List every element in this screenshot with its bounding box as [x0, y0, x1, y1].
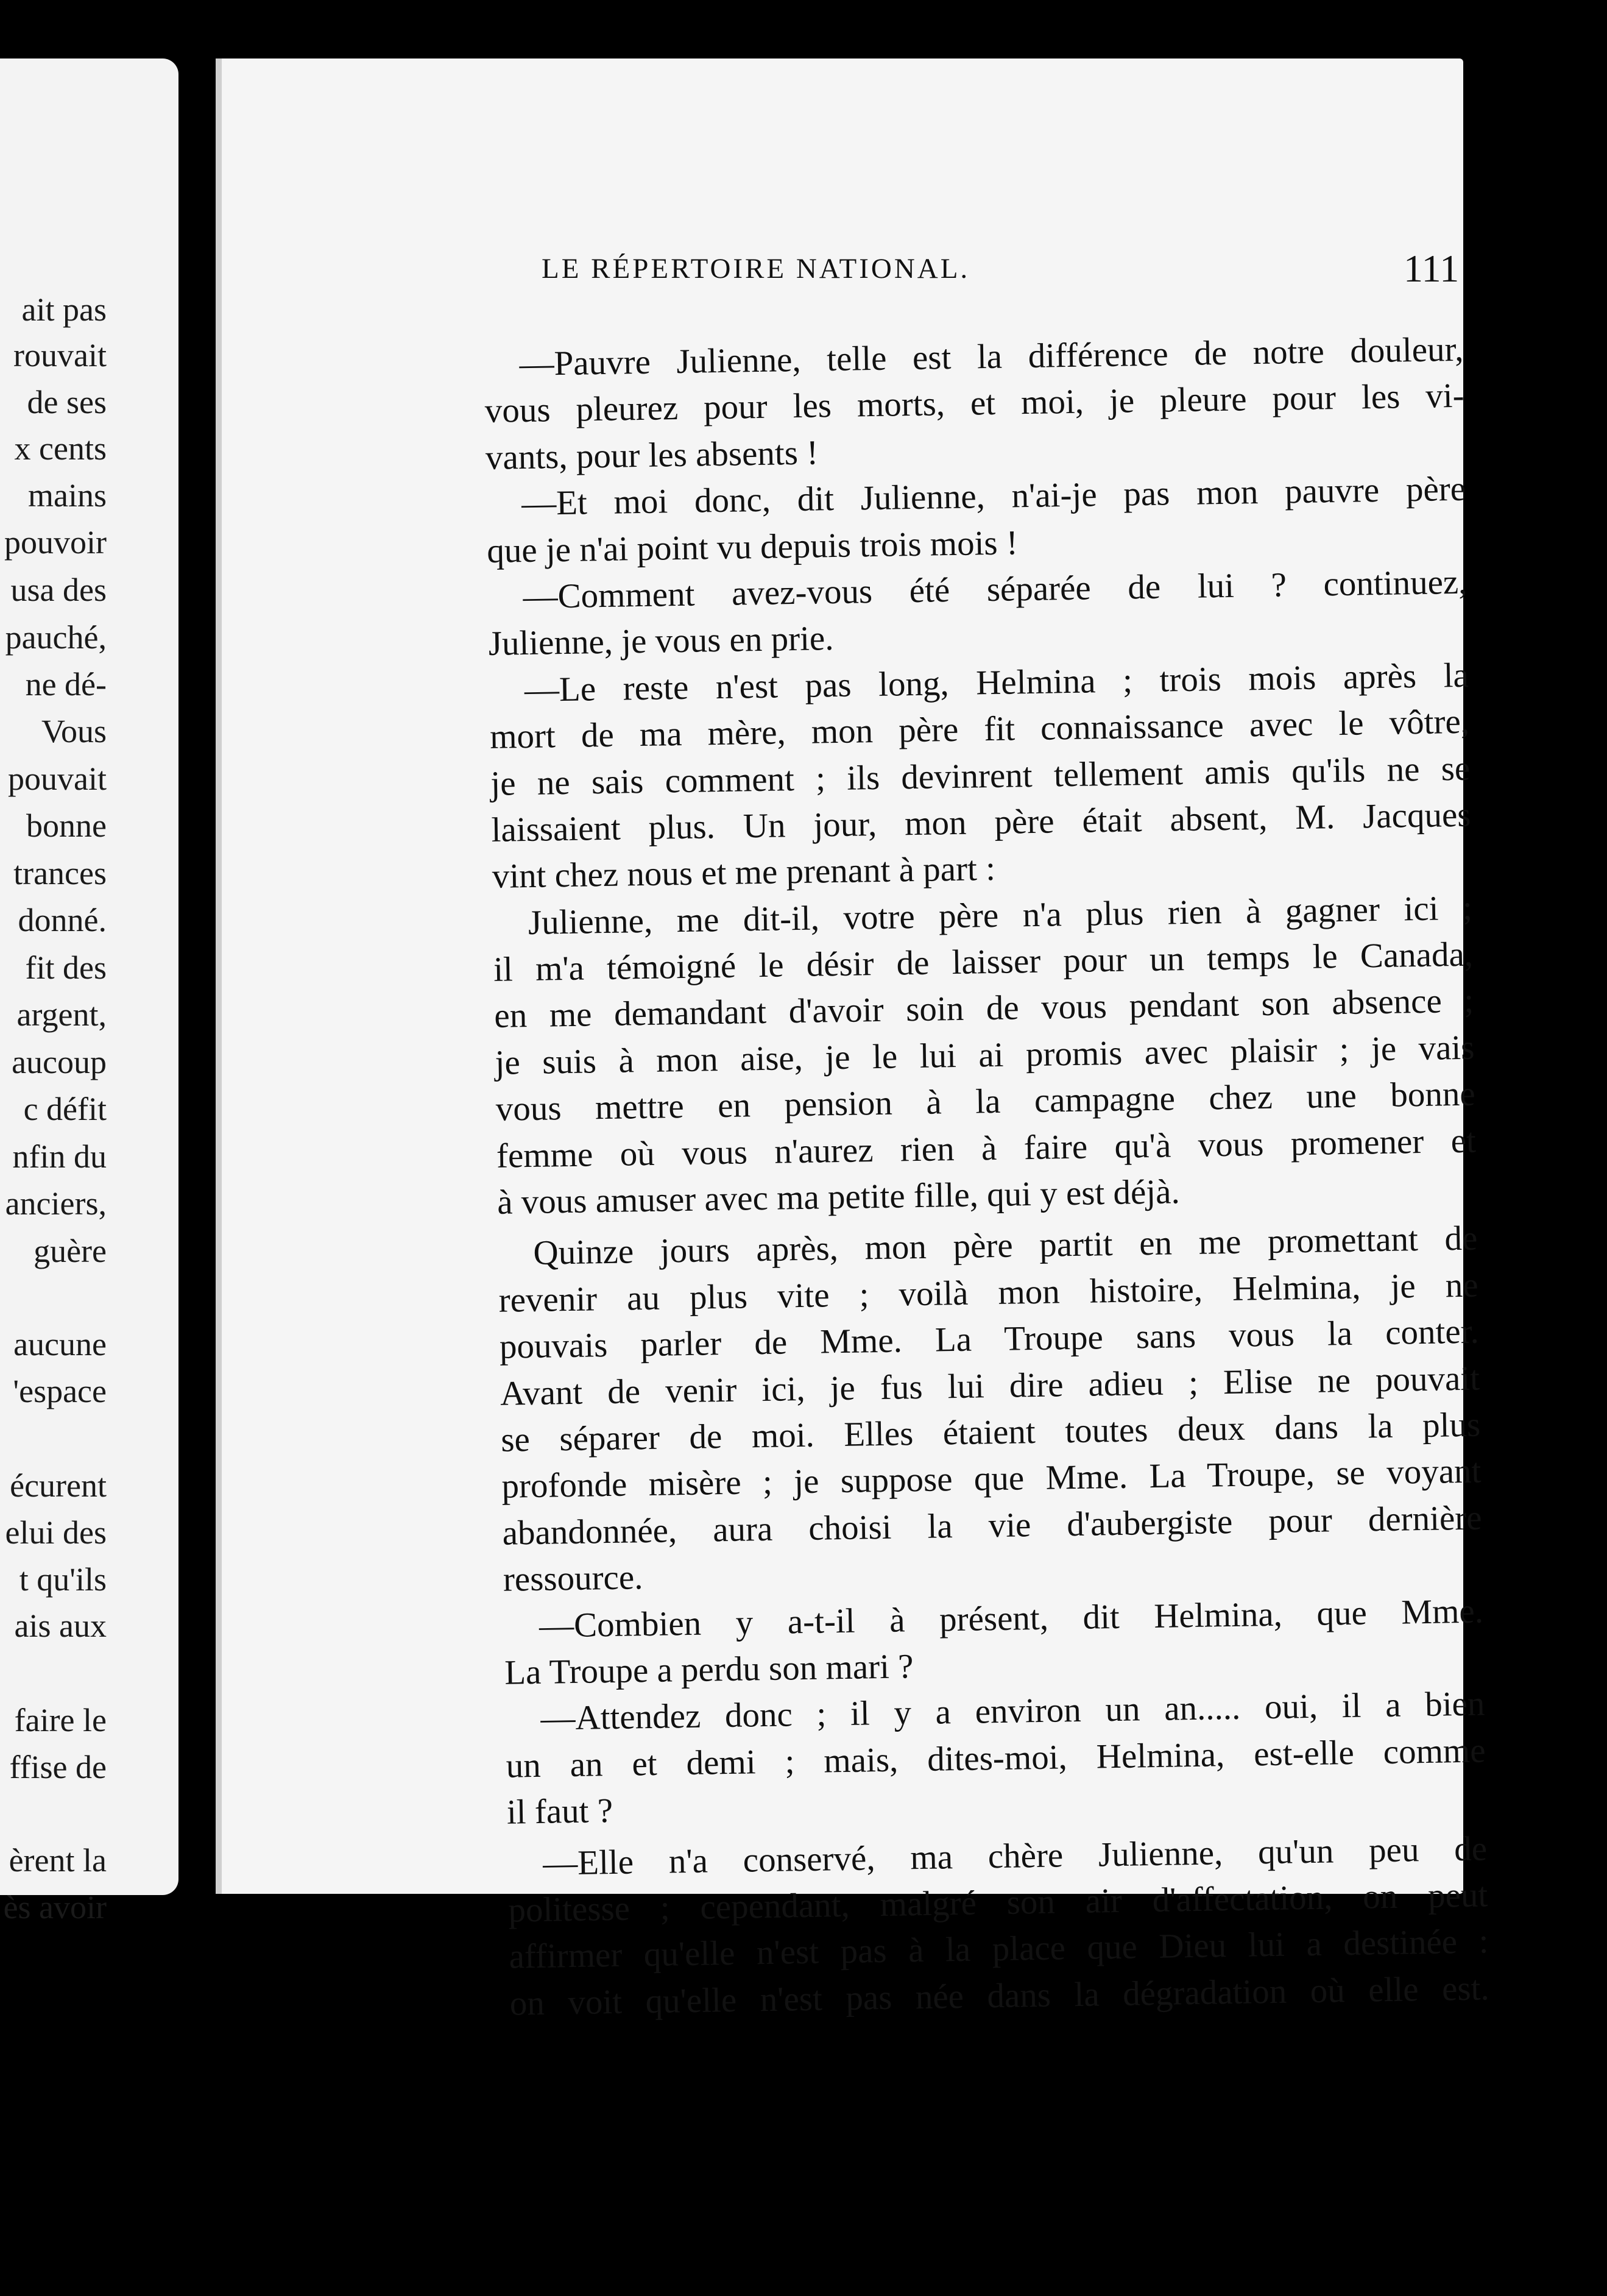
left-page-line: c défit	[23, 1091, 107, 1127]
left-page-line: rouvait	[13, 337, 107, 374]
text-line: à vous amuser avec ma petite fille, qui y est déjà.	[496, 1172, 1181, 1222]
left-page-line: aucoup	[12, 1044, 107, 1080]
left-page-line: mains	[28, 477, 107, 514]
text-line: se séparer de moi. Elles étaient toutes deux dans la plus	[500, 1405, 1481, 1459]
text-line: on voit qu'elle n'est pas née dans la dégradation où elle est.	[509, 1969, 1490, 2023]
left-page-line: t qu'ils	[19, 1561, 107, 1598]
text-line: vous mettre en pension à la campagne chez une bonne	[495, 1074, 1476, 1129]
left-page-line: bonne	[26, 807, 107, 844]
text-line: —Attendez donc ; il y a environ un an..... oui, il a bien	[540, 1684, 1485, 1738]
left-page-line: guère	[34, 1233, 107, 1269]
left-page-line: èrent la	[9, 1842, 107, 1879]
text-line: laissaient plus. Un jour, mon père était absent, M. Jacques	[491, 795, 1471, 849]
text-line: mort de ma mère, mon père fit connaissance avec le vôtre,	[489, 702, 1470, 757]
page-number: 111	[1404, 247, 1460, 290]
text-line: il m'a témoigné le désir de laisser pour un temps le Canada,	[493, 935, 1474, 989]
running-title: LE RÉPERTOIRE NATIONAL.	[542, 253, 970, 285]
text-line: revenir au plus vite ; voilà mon histoire, Helmina, je ne	[498, 1266, 1479, 1320]
left-page-line: usa des	[10, 572, 107, 608]
left-page-line: anciers,	[5, 1185, 107, 1222]
left-page-line: x cents	[14, 430, 107, 467]
book-page	[216, 58, 1490, 2023]
text-line: profonde misère ; je suppose que Mme. La Troupe, se voyant	[501, 1451, 1482, 1506]
text-line: Avant de venir ici, je fus lui dire adieu ; Elise ne pouvait	[500, 1359, 1480, 1413]
text-line: —Et moi donc, dit Julienne, n'ai-je pas mon pauvre père	[521, 469, 1466, 523]
left-page-line: argent,	[16, 996, 107, 1033]
text-line: ressource.	[503, 1558, 643, 1599]
left-page-line: pauché,	[5, 619, 107, 656]
left-page-line: pouvait	[8, 760, 107, 797]
text-line: —Combien y a-t-il à présent, dit Helmina, que Mme.	[539, 1592, 1484, 1645]
left-page-line: elui des	[5, 1514, 107, 1551]
left-page-line: ès avoir	[3, 1889, 107, 1926]
left-page-line: aucune	[13, 1326, 107, 1362]
left-page-line: ne dé-	[25, 666, 107, 703]
text-line: —Comment avez-vous été séparée de lui ? continuez,	[523, 562, 1467, 616]
text-line: que je n'ai point vu depuis trois mois !	[486, 523, 1019, 570]
text-line: pouvais parler de Mme. La Troupe sans vous la conter.	[499, 1312, 1480, 1366]
text-line: abandonnée, aura choisi la vie d'aubergiste pour dernière	[502, 1498, 1483, 1553]
body-text	[484, 327, 1489, 2027]
left-page-line: fit des	[25, 949, 107, 986]
left-page-line: de ses	[27, 384, 107, 420]
text-line: Julienne, me dit-il, votre père n'a plus rien à gagner ici ;	[528, 888, 1473, 942]
text-line: il faut ?	[506, 1791, 613, 1832]
text-line: La Troupe a perdu son mari ?	[504, 1647, 914, 1692]
text-line: affirmer qu'elle n'est pas à la place que Dieu lui a destinée :	[509, 1922, 1489, 1976]
left-page-line: 'espace	[13, 1373, 107, 1409]
text-line: je suis à mon aise, je le lui ai promis avec plaisir ; je vais	[495, 1028, 1475, 1082]
left-page-line: ffise de	[9, 1749, 107, 1785]
left-page-line: faire le	[14, 1702, 107, 1738]
text-line: vants, pour les absents !	[485, 433, 819, 477]
text-line: en me demandant d'avoir soin de vous pendant son absence ;	[493, 982, 1474, 1036]
text-line: un an et demi ; mais, dites-moi, Helmina, est-elle comme	[506, 1731, 1486, 1785]
left-page-line: écurent	[10, 1467, 107, 1504]
text-line: je ne sais comment ; ils devinrent tellement amis qu'ils ne se	[490, 749, 1471, 803]
text-line: —Pauvre Julienne, telle est la différence de notre douleur,	[519, 330, 1464, 384]
left-page-line: ait pas	[21, 291, 107, 328]
left-page-line: trances	[13, 855, 107, 891]
left-page-line: pouvoir	[4, 524, 107, 561]
text-line: —Elle n'a conservé, ma chère Julienne, qu'un peu de	[542, 1829, 1488, 1883]
left-page-line: ais aux	[14, 1607, 107, 1644]
left-page-line: Vous	[41, 713, 107, 749]
text-line: femme où vous n'aurez rien à faire qu'à vous promener et	[496, 1121, 1477, 1175]
text-line: vous pleurez pour les morts, et moi, je pleure pour les vi-	[484, 377, 1465, 431]
text-line: politesse ; cependant, malgré son air d'affectation, on peut	[507, 1876, 1488, 1930]
left-page-line: nfin du	[12, 1138, 107, 1175]
left-page-line: donné.	[18, 902, 107, 938]
text-line: —Le reste n'est pas long, Helmina ; trois mois après la	[524, 656, 1469, 709]
text-line: Quinze jours après, mon père partit en me promettant de	[533, 1219, 1478, 1273]
text-line: Julienne, je vous en prie.	[488, 619, 834, 664]
text-line: vint chez nous et me prenant à part :	[492, 849, 996, 896]
facing-page-left	[0, 58, 178, 1926]
